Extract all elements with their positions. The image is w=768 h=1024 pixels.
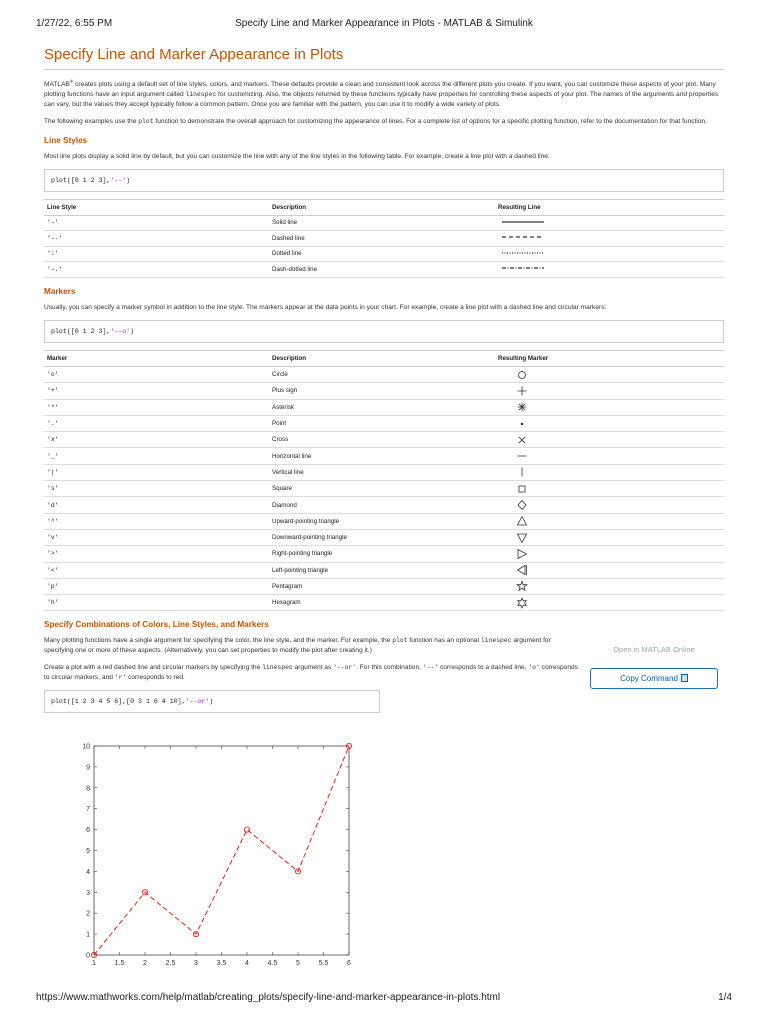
table-row — [44, 432, 724, 448]
markers-code[interactable] — [44, 320, 724, 343]
marker-description: Diamond — [269, 497, 495, 513]
vline-marker-icon — [498, 466, 558, 478]
marker-spec: '>' — [44, 546, 269, 562]
line-sample-icon — [498, 219, 546, 225]
page-url: https://www.mathworks.com/help/matlab/creating_plots/specify-line-and-marker-appearance-in-plots.html — [36, 992, 501, 1003]
table-row — [44, 595, 724, 611]
marker-spec: 'h' — [44, 595, 269, 611]
paragraph-text: corresponds to circular markers, and — [44, 664, 578, 682]
x-tick-label: 2 — [143, 960, 147, 967]
y-tick-label: 7 — [86, 806, 90, 814]
y-tick-label: 10 — [82, 743, 90, 751]
line-styles-code[interactable] — [44, 169, 724, 192]
table-row — [44, 464, 724, 480]
code-string: '--' — [110, 177, 127, 185]
marker-description: Right-pointing triangle — [269, 546, 495, 562]
line-styles-heading: Line Styles — [44, 136, 88, 146]
x-tick-label: 2.5 — [165, 960, 176, 967]
table-row — [44, 383, 724, 399]
x-tick-label: 1.5 — [114, 960, 125, 967]
print-header — [36, 18, 732, 32]
marker-spec: 'd' — [44, 497, 269, 513]
code-text: plot([0 1 2 3], — [51, 327, 111, 335]
resulting-marker — [495, 562, 724, 578]
resulting-line — [495, 262, 724, 278]
table-row — [44, 448, 724, 464]
column-header: Marker — [44, 350, 269, 366]
resulting-marker — [495, 366, 724, 382]
point-marker-icon — [498, 418, 558, 430]
resulting-marker — [495, 513, 724, 529]
table-row — [44, 562, 724, 578]
circle-marker-icon — [498, 369, 558, 381]
resulting-marker — [495, 578, 724, 594]
column-header: Description — [269, 200, 495, 216]
marker-description: Square — [269, 481, 495, 497]
resulting-marker — [495, 464, 724, 480]
hline-marker-icon — [498, 450, 558, 462]
intro-text: creates plots using a default set of line styles, colors, and markers. These defaults provide a clean and consistent look across the different plots you create. If you want, you can customize these aspects of your plot. Many plotting functions have an input argument called — [44, 81, 716, 99]
table-row — [44, 578, 724, 594]
resulting-marker — [495, 497, 724, 513]
y-tick-label: 9 — [86, 764, 90, 772]
combinations-heading: Specify Combinations of Colors, Line Styles, and Markers — [44, 620, 269, 630]
line-styles-table — [44, 199, 724, 278]
resulting-line — [495, 246, 724, 262]
cross-marker-icon — [498, 434, 558, 446]
marker-description: Downward-pointing triangle — [269, 529, 495, 545]
code-string: '--o' — [110, 327, 131, 335]
code-text: plot([1 2 3 4 5 6],[0 3 1 6 4 10], — [51, 698, 186, 706]
linespec-code: linespec — [185, 91, 217, 99]
marker-description: Pentagram — [269, 578, 495, 594]
linespec-code: linespec — [262, 664, 293, 672]
y-tick-label: 3 — [86, 889, 90, 897]
table-row — [44, 399, 724, 415]
doc-content — [44, 46, 724, 713]
marker-spec: 'x' — [44, 432, 269, 448]
table-row — [44, 481, 724, 497]
code-text: ) — [130, 327, 135, 335]
resulting-marker — [495, 595, 724, 611]
line-sample-icon — [498, 234, 546, 240]
resulting-marker — [495, 383, 724, 399]
diamond-marker-icon — [498, 499, 558, 511]
marker-spec: 'o' — [44, 366, 269, 382]
marker-spec: 'p' — [44, 578, 269, 594]
marker-description: Left-pointing triangle — [269, 562, 495, 578]
table-header-row — [44, 200, 724, 216]
y-tick-label: 8 — [86, 785, 90, 793]
column-header: Resulting Marker — [495, 350, 724, 366]
paragraph-text: argument for specifying one or more of these aspects. (Alternatively, you can set properties to modify the plot after creating it.) — [44, 637, 551, 655]
examples-text: function to demonstrate the overall approach for customizing the appearance of lines. For a complete list of options for a specific plotting function, refer to the documentation for that function. — [153, 118, 708, 126]
square-marker-icon — [498, 483, 558, 495]
resulting-line — [495, 215, 724, 231]
markers-table — [44, 350, 724, 612]
hexagram-marker-icon — [498, 597, 558, 609]
line-style-spec: '--' — [44, 231, 269, 247]
line-plot — [64, 736, 374, 976]
marker-description: Asterisk — [269, 399, 495, 415]
resulting-marker — [495, 529, 724, 545]
open-in-matlab-online-link[interactable]: Open in MATLAB Online — [613, 645, 695, 655]
marker-description: Vertical line — [269, 464, 495, 480]
y-tick-label: 2 — [86, 910, 90, 918]
paragraph-text: argument as — [292, 664, 334, 672]
resulting-marker — [495, 448, 724, 464]
table-header-row — [44, 350, 724, 366]
marker-spec: '_' — [44, 448, 269, 464]
line-sample-icon — [498, 250, 546, 256]
page-number: 1/4 — [718, 992, 732, 1003]
line-sample-icon — [498, 265, 546, 271]
paragraph-text: Many plotting functions have a single argument for specifying the color, the line style, and the marker. For example, the — [44, 637, 393, 645]
resulting-marker — [495, 481, 724, 497]
table-row — [44, 546, 724, 562]
column-header: Line Style — [44, 200, 269, 216]
line-style-description: Solid line — [269, 215, 495, 231]
y-tick-label: 4 — [86, 868, 90, 876]
tri-down-marker-icon — [498, 532, 558, 544]
print-footer — [36, 992, 732, 1006]
plot-code: plot — [392, 637, 408, 645]
marker-spec: '<' — [44, 562, 269, 578]
marker-spec: '*' — [44, 399, 269, 415]
marker-description: Hexagram — [269, 595, 495, 611]
examples-paragraph — [44, 117, 724, 127]
line-style-description: Dotted line — [269, 246, 495, 262]
resulting-marker — [495, 415, 724, 431]
paragraph-text: . For this combination, — [356, 664, 423, 672]
paragraph-text: corresponds to red. — [126, 674, 185, 682]
intro-text: for customizing. Also, the objects returned by these functions typically have properties for controlling these aspects of your plot. The names of the arguments and properties can vary, but the values they accept typically follow a common pattern. Once you are familiar with the pattern, you can use it to modify a wide variety of plots. — [44, 91, 719, 109]
copy-command-button[interactable] — [590, 668, 718, 689]
x-tick-label: 3 — [194, 960, 198, 967]
marker-description: Plus sign — [269, 383, 495, 399]
combinations-section — [44, 636, 724, 683]
line-style-description: Dashed line — [269, 231, 495, 247]
marker-description: Horizontal line — [269, 448, 495, 464]
resulting-marker — [495, 546, 724, 562]
paragraph-text: corresponds to a dashed line, — [438, 664, 529, 672]
table-row — [44, 262, 724, 278]
x-tick-label: 4 — [245, 960, 249, 967]
asterisk-marker-icon — [498, 401, 558, 413]
code-text: plot([0 1 2 3], — [51, 177, 111, 185]
y-tick-label: 0 — [86, 952, 90, 960]
page-title: Specify Line and Marker Appearance in Plots — [44, 46, 724, 70]
line-style-spec: ':' — [44, 246, 269, 262]
marker-spec: '+' — [44, 383, 269, 399]
table-row — [44, 215, 724, 231]
marker-description: Cross — [269, 432, 495, 448]
table-row — [44, 231, 724, 247]
combinations-paragraph — [44, 636, 579, 656]
linespec-paragraph — [44, 663, 579, 683]
line-style-spec: '-' — [44, 215, 269, 231]
marker-spec: '.' — [44, 415, 269, 431]
x-tick-label: 4.5 — [267, 960, 278, 967]
combination-code[interactable] — [44, 690, 380, 713]
code-text: ) — [209, 698, 214, 706]
inline-code: '--' — [422, 664, 439, 672]
pentagram-marker-icon — [498, 580, 558, 592]
line-style-spec: '-.' — [44, 262, 269, 278]
plus-marker-icon — [498, 385, 558, 397]
resulting-marker — [495, 399, 724, 415]
table-row — [44, 415, 724, 431]
code-text: ) — [126, 177, 131, 185]
x-tick-label: 3.5 — [216, 960, 227, 967]
markers-text: Usually, you can specify a marker symbol in addition to the line style. The markers appear at the data points in your chart. For example, create a line plot with a dashed line and circular markers: — [44, 303, 607, 311]
paragraph-text: Create a plot with a red dashed line and circular markers by specifying the — [44, 664, 263, 672]
inline-code: 'o' — [528, 664, 540, 672]
resulting-marker — [495, 432, 724, 448]
x-tick-label: 1 — [92, 960, 96, 967]
code-string: '--or' — [185, 698, 210, 706]
intro-text: MATLAB — [44, 81, 70, 89]
marker-spec: '|' — [44, 464, 269, 480]
registered-mark: ® — [69, 79, 74, 84]
plot-area — [94, 746, 349, 955]
column-header: Description — [269, 350, 495, 366]
linespec-code: linespec — [480, 637, 512, 645]
table-row — [44, 513, 724, 529]
tri-up-marker-icon — [498, 515, 558, 527]
resulting-line — [495, 231, 724, 247]
paragraph-text: function has an optional — [407, 637, 481, 645]
marker-spec: 's' — [44, 481, 269, 497]
copy-command-label: Copy Command — [620, 674, 678, 684]
x-tick-label: 6 — [347, 960, 351, 967]
x-tick-label: 5.5 — [318, 960, 329, 967]
y-tick-label: 1 — [86, 931, 90, 939]
inline-code: '--or' — [333, 664, 357, 672]
intro-paragraph — [44, 77, 724, 110]
clipboard-icon — [681, 674, 688, 682]
plot-code: plot — [138, 118, 154, 126]
y-tick-label: 5 — [86, 848, 90, 855]
marker-spec: 'v' — [44, 529, 269, 545]
examples-text: The following examples use the — [44, 118, 139, 126]
marker-description: Point — [269, 415, 495, 431]
column-header: Resulting Line — [495, 200, 724, 216]
table-row — [44, 497, 724, 513]
inline-code: 'r' — [114, 674, 127, 682]
line-styles-text: Most line plots display a solid line by default, but you can customize the line with any of the line styles in the following table. For example, create a line plot with a dashed line: — [44, 153, 550, 161]
command-actions — [590, 640, 718, 689]
x-tick-label: 5 — [296, 960, 300, 967]
y-tick-label: 6 — [86, 827, 90, 835]
print-page-title: Specify Line and Marker Appearance in Plots - MATLAB & Simulink — [235, 18, 533, 29]
table-row — [44, 529, 724, 545]
markers-heading: Markers — [44, 286, 76, 296]
print-datetime: 1/27/22, 6:55 PM — [36, 18, 113, 29]
marker-description: Circle — [269, 366, 495, 382]
marker-spec: '^' — [44, 513, 269, 529]
table-row — [44, 366, 724, 382]
table-row — [44, 246, 724, 262]
line-style-description: Dash-dotted line — [269, 262, 495, 278]
tri-right-marker-icon — [498, 548, 558, 560]
tri-left-marker-icon — [498, 564, 558, 576]
marker-description: Upward-pointing triangle — [269, 513, 495, 529]
